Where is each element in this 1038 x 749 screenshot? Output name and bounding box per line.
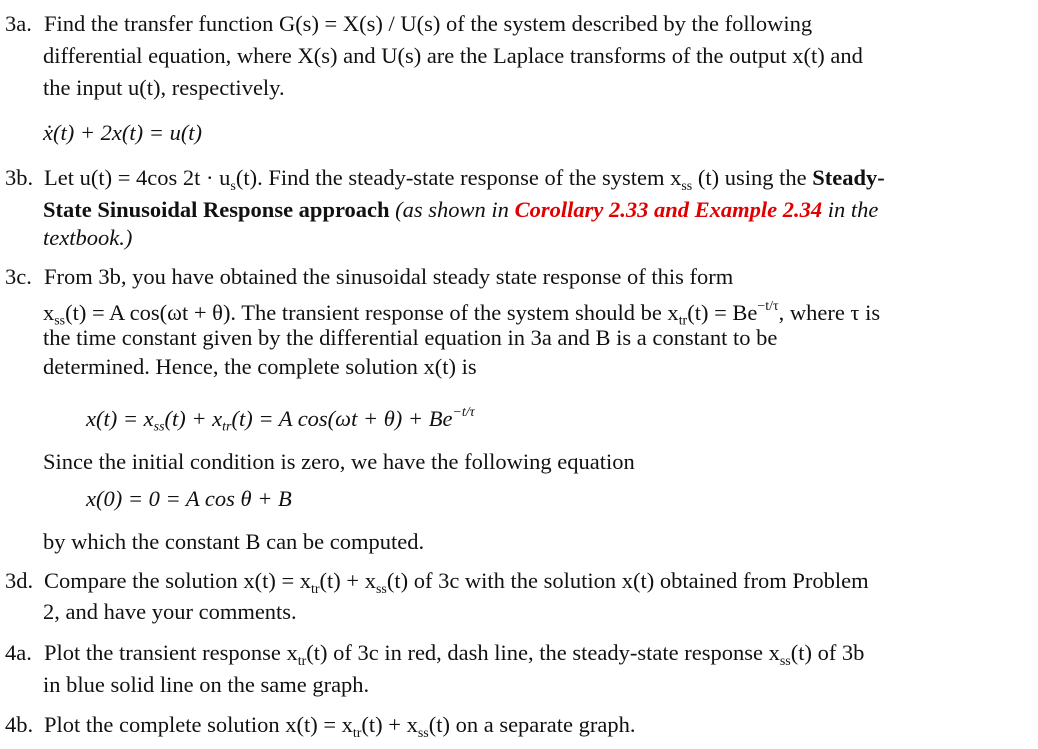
problem-text: Since the initial condition is zero, we have the following equation [43,449,635,474]
subscript: ss [779,653,791,669]
inline-text: (t) of 3c in red, dash line, the steady-state response x [306,640,780,665]
problem-text: by which the constant B can be computed. [43,529,425,554]
problem-text: in blue solid line on the same graph. [43,672,370,697]
subscript: ss [153,419,165,435]
eq-part: (t) + x [164,405,223,431]
eq-part: (t) = A cos(ωt + θ) + Be [231,405,453,431]
equation: ẋ(t) + 2x(t) = u(t) [43,120,203,145]
problem-number: 3a. [5,11,32,36]
problem-number: 3d. [5,568,34,593]
subscript: tr [222,419,232,435]
problem-text: determined. Hence, the complete solution x(t) is [43,354,477,379]
equation [86,398,475,443]
problem-number: 4a. [5,640,32,665]
problem-text [43,195,878,225]
problem-text: differential equation, where X(s) and U(s) are the Laplace transforms of the output x(t) and [43,43,863,68]
equation: x(0) = 0 = A cos θ + B [86,486,292,511]
inline-math: (t) = Be [687,299,758,325]
italic-text: (as shown in [395,197,509,222]
subscript: tr [311,581,320,597]
subscript: ss [417,725,429,741]
subscript: tr [297,653,307,669]
subscript: ss [681,178,693,194]
inline-math: Compare the solution x(t) = x [44,568,312,593]
inline-math: x [43,299,55,325]
inline-text: , where τ is [778,299,881,325]
inline-math: Plot the transient response x [44,640,298,665]
problem-text: the time constant given by the differential equation in 3a and B is a constant to be [43,325,778,350]
problem-number: 3c. [5,264,32,289]
subscript: ss [54,313,66,329]
subscript: s [230,178,236,194]
bold-text: State Sinusoidal Response approach [43,197,390,222]
eq-part: x(t) = x [86,405,154,431]
problem-text: 2, and have your comments. [43,599,297,624]
inline-text: (t). Find the steady-state response of the system x [235,165,682,190]
problem-text: the input u(t), respectively. [43,75,285,100]
subscript: tr [678,313,688,329]
highlight-reference: Corollary 2.33 and Example 2.34 [514,197,823,222]
problem-text: From 3b, you have obtained the sinusoidal steady state response of this form [44,264,734,289]
inline-text: (t) of 3b [790,640,865,665]
problem-text: textbook.) [43,225,133,250]
inline-text: (t) = A cos(ωt + θ). The transient response of the system should be x [65,299,679,325]
problem-text [44,710,636,749]
superscript: −t/τ [757,299,779,314]
subscript: tr [352,725,362,741]
problem-number: 4b. [5,712,34,737]
inline-text: (t) using the [697,165,807,190]
problem-number: 3b. [5,165,34,190]
inline-math: Let u(t) = 4cos 2t · u [44,165,231,190]
problem-text: Find the transfer function G(s) = X(s) / U(s) of the system described by the following [44,11,813,36]
inline-text: (t) of 3c with the solution x(t) obtained from Problem [386,568,869,593]
inline-math: (t) + x [319,568,376,593]
superscript: −t/τ [452,405,475,420]
inline-math: Plot the complete solution x(t) = x [44,712,353,737]
subscript: ss [375,581,387,597]
italic-text: in the [827,197,879,222]
inline-text: (t) on a separate graph. [428,712,636,737]
inline-math: (t) + x [361,712,418,737]
bold-text: Steady- [812,165,885,190]
